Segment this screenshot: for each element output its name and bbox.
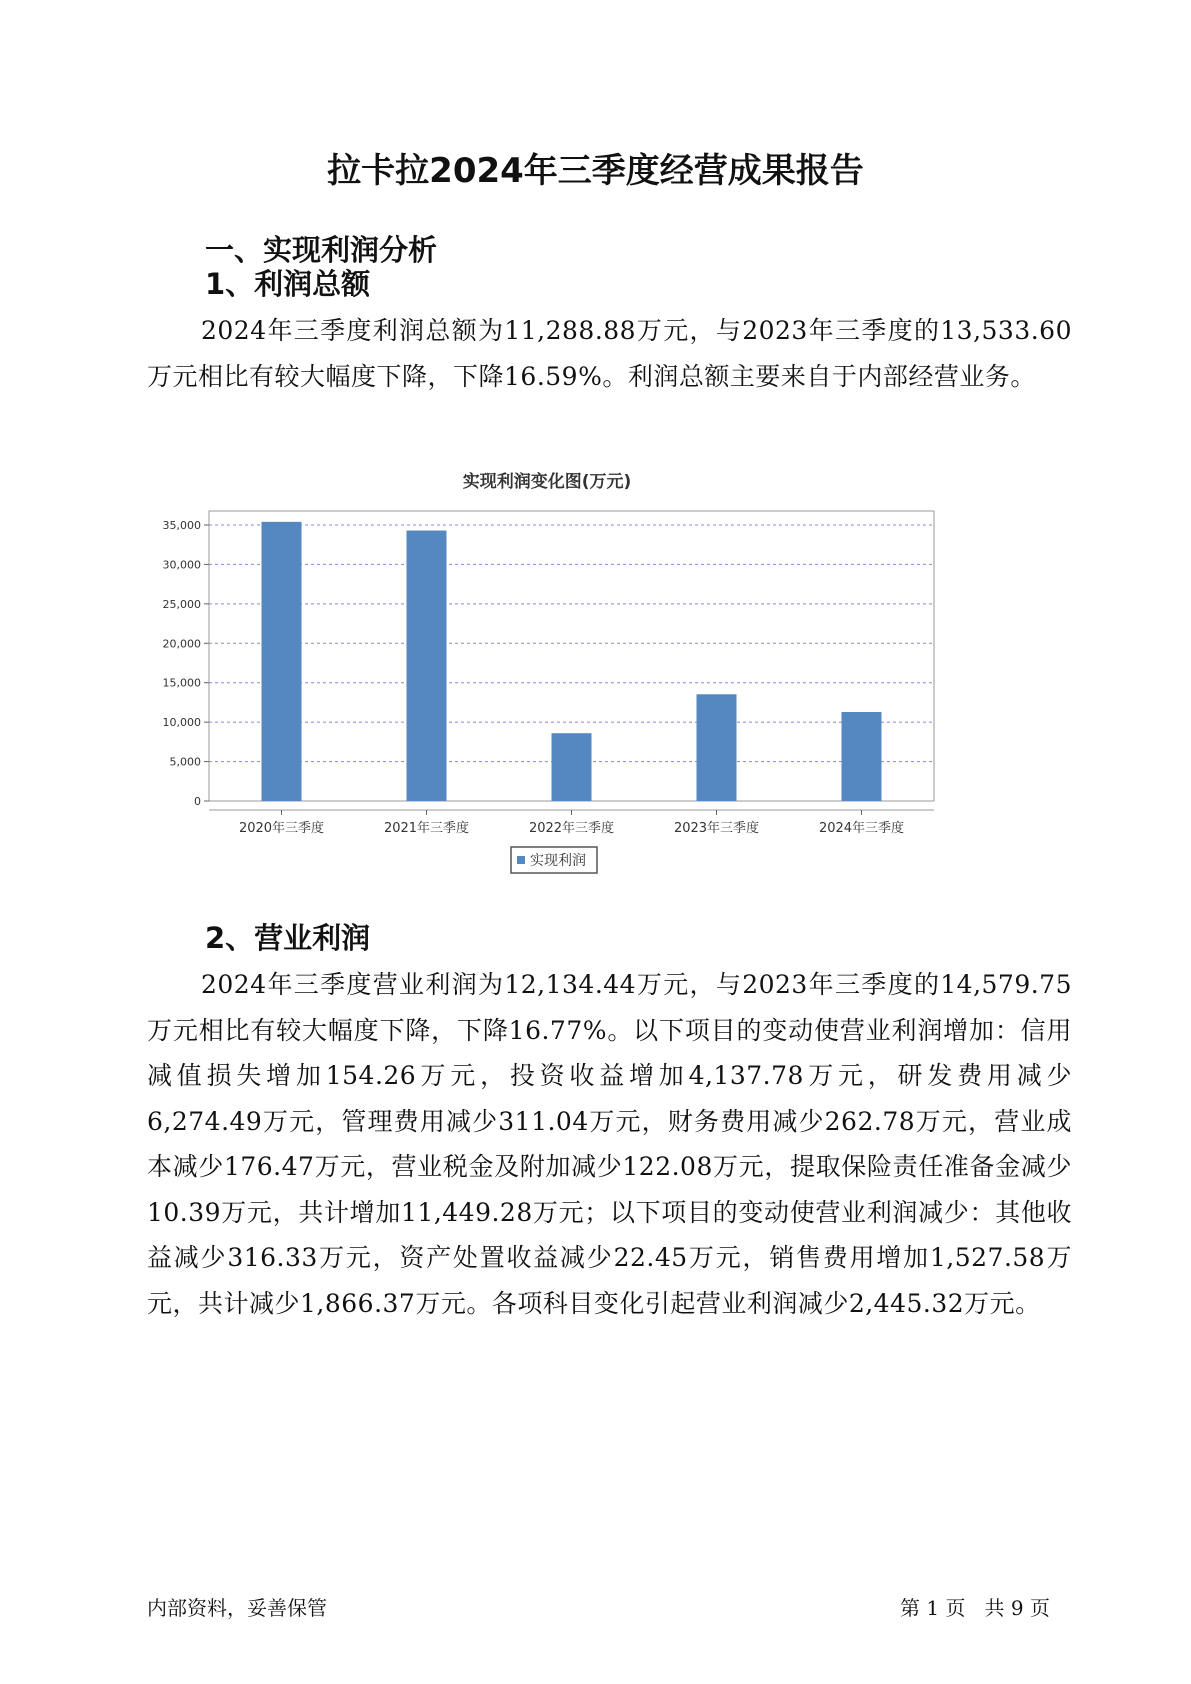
chart-bars [262, 522, 882, 801]
bar-3 [552, 733, 592, 801]
bar-2 [407, 531, 447, 801]
y-tick-label: 35,000 [162, 519, 201, 532]
y-tick-label: 15,000 [162, 676, 201, 690]
x-tick-label: 2023年三季度 [673, 821, 760, 836]
x-tick-label: 2020年三季度 [238, 821, 325, 836]
chart-svg [147, 470, 1047, 950]
y-axis-ticks [163, 519, 210, 808]
section-heading-profit-analysis: 一、实现利润分析 [205, 233, 438, 267]
total-profit-paragraph: 2024年三季度利润总额为11,288.88万元，与2023年三季度的13,533.60万元相比有较大幅度下降，下降16.59%。利润总额主要来自于内部经营业务。 [147, 316, 1072, 391]
y-tick-label: 0 [194, 795, 201, 808]
y-tick-label: 25,000 [162, 597, 201, 611]
x-axis-ticks [209, 810, 934, 836]
y-tick-label: 10,000 [162, 716, 201, 730]
y-tick-label: 5,000 [169, 755, 201, 769]
profit-bar-chart [147, 470, 1047, 920]
legend-swatch [517, 856, 525, 864]
legend-label: 实现利润 [530, 853, 586, 869]
operating-profit-paragraph: 2024年三季度营业利润为12,134.44万元，与2023年三季度的14,579.75万元相比有较大幅度下降，下降16.77%。以下项目的变动使营业利润增加：信用减值损失增加154.26万元，投资收益增加4,137.78万元，研发费用减少6,274.49万元，管理费用减少311.04万元，财务费用减少262.78万元，营业成本减少176.47万元，营业税金及附加减少122.08万元，提取保险责任准备金减少10.39万元，共计增加11,449.28万元；以下项目的变动使营业利润减少：其他收益减少316.33万元，资产处置收益减少22.45万元，销售费用增加1,527.58万元，共计减少1,866.37万元。各项科目变化引起营业利润减少2,445.32万元。 [147, 970, 1072, 1318]
subsection-heading-operating-profit: 2、营业利润 [205, 921, 371, 955]
x-tick-label: 2024年三季度 [818, 821, 905, 836]
chart-title: 实现利润变化图(万元) [462, 472, 632, 492]
x-tick-label: 2022年三季度 [528, 821, 615, 836]
chart-grid [209, 525, 934, 762]
y-tick-label: 20,000 [162, 637, 201, 651]
x-tick-label: 2021年三季度 [383, 821, 470, 836]
bar-4 [697, 694, 737, 801]
subsection-heading-total-profit: 1、利润总额 [205, 267, 371, 301]
footer-page-number: 第 1 页 共 9 页 [900, 1596, 1050, 1620]
bar-1 [262, 522, 302, 801]
footer-confidential-note: 内部资料，妥善保管 [147, 1596, 327, 1620]
chart-legend [511, 847, 597, 873]
document-title: 拉卡拉2024年三季度经营成果报告 [327, 151, 864, 191]
y-tick-label: 30,000 [162, 558, 201, 572]
bar-5 [842, 712, 882, 801]
